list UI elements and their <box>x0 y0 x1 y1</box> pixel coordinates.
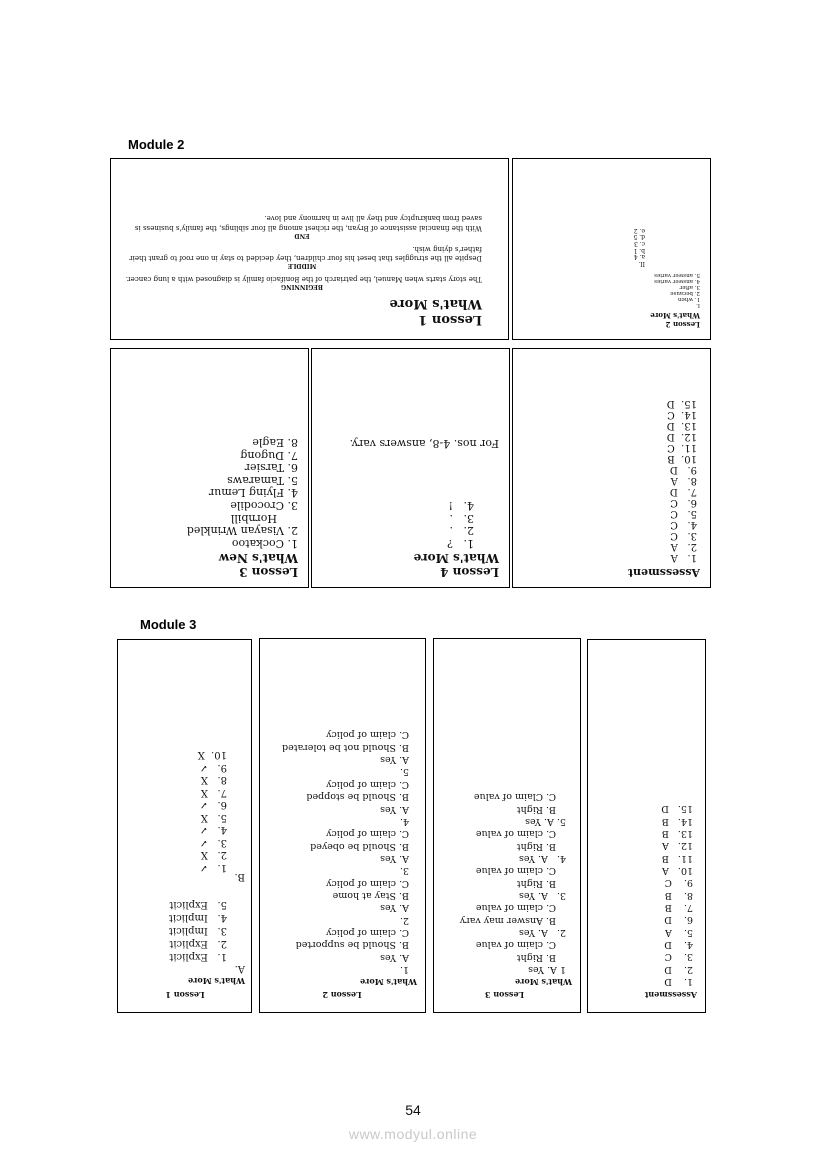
m2-l4-items <box>319 498 474 549</box>
list-item: 15. D <box>666 398 697 409</box>
list-item: B. Should not be tolerated <box>282 741 409 753</box>
list-item: 7. Dugong <box>240 448 298 462</box>
m2-l1-beginning-text: The story starts when Manuel, the patriarch of the Bonifacio family is diagnosed with a lung cancer. <box>125 274 482 283</box>
list-item: 2. <box>399 914 409 926</box>
list-item: 4. ✓ <box>199 824 227 836</box>
list-item: A. Yes <box>380 951 409 963</box>
list-item: 3. C <box>670 530 697 541</box>
list-item: A. Yes <box>380 754 409 766</box>
m3-l3-subtitle: What's More <box>515 977 572 987</box>
m3-lesson2-box <box>259 638 426 1013</box>
list-item: 5. Explicit <box>169 899 227 910</box>
list-item: 5. C <box>670 508 697 519</box>
list-item: 1. A <box>670 552 697 563</box>
m2-lesson3-box <box>110 348 309 588</box>
list-item: 6. C <box>670 497 697 508</box>
list-item: II. <box>638 259 645 267</box>
m2-l2-part1 <box>530 272 700 308</box>
list-item: 6. D <box>664 914 693 926</box>
m3-l3-items <box>437 790 566 975</box>
list-item: 5. X <box>200 812 227 823</box>
list-item: 10. A <box>661 864 693 876</box>
list-item: 13. B <box>661 827 693 839</box>
list-item: B. Should be stopped <box>306 791 409 803</box>
list-item: C. claim of policy <box>326 828 409 840</box>
list-item: 10. X <box>197 749 227 761</box>
list-item: Hornbill <box>230 511 298 525</box>
list-item: B. Right <box>516 803 556 815</box>
list-item: 3. <box>399 865 409 877</box>
list-item: 4. answer varies <box>654 277 700 284</box>
list-item: 1. ✓ <box>199 862 227 873</box>
m2-lesson2-box <box>512 158 711 340</box>
list-item: 7. B <box>664 901 693 913</box>
list-item: A. Yes <box>380 852 409 864</box>
m3-l1-subtitle: What's More <box>188 976 245 986</box>
list-item: 5. Tamaraws <box>227 473 298 487</box>
list-item: 7. X <box>200 787 227 798</box>
m2-l3-subtitle: What's New <box>218 551 298 565</box>
m2-l2-part2 <box>530 226 645 266</box>
m2-l2-subtitle: What's More <box>650 311 700 320</box>
list-item: 11. C <box>667 442 697 453</box>
list-item: 7. D <box>669 486 697 497</box>
list-item: B. Right <box>516 840 556 852</box>
list-item: C. claim of policy <box>326 729 409 741</box>
m2-l1-title: Lesson 1 <box>418 312 482 327</box>
m3-l1-partA-label: A. <box>234 963 245 974</box>
list-item: c. 3 <box>634 239 645 247</box>
list-item: 2. A <box>670 541 697 552</box>
list-item: 4. C <box>670 519 697 530</box>
list-item: 2. D <box>664 963 693 975</box>
list-item: B. Stay at home <box>332 889 409 901</box>
list-item: d. 5 <box>633 233 645 241</box>
list-item: 2. . <box>449 524 474 538</box>
m2-assessment-title: Assessment <box>627 566 700 579</box>
list-item: A. Yes <box>380 902 409 914</box>
list-item: 4. D <box>664 938 693 950</box>
list-item: 4. <box>399 815 409 827</box>
list-item: 3. . <box>449 511 474 525</box>
m2-l1-end: END <box>294 231 310 239</box>
m3-lesson1-box <box>117 639 252 1013</box>
list-item: C. claim of value <box>475 865 556 877</box>
list-item: 4. ! <box>448 499 474 513</box>
list-item: A. Yes <box>380 803 409 815</box>
list-item: 2. because <box>670 289 700 296</box>
m2-l3-title: Lesson 3 <box>239 565 298 579</box>
module2-heading: Module 2 <box>128 137 185 152</box>
list-item: b. 1 <box>633 246 645 254</box>
m3-l1-partB <box>125 748 227 873</box>
m3-l3-title: Lesson 3 <box>484 990 525 1000</box>
m2-l2-title: Lesson 2 <box>665 320 700 329</box>
list-item: B. Right <box>516 877 556 889</box>
list-item: 4. Flying Lemur <box>208 486 298 500</box>
list-item: 5. A. Yes <box>525 815 566 827</box>
m2-l1-middle: MIDDLE <box>287 261 317 269</box>
m2-l1-subtitle: What's More <box>389 296 482 312</box>
list-item: 4. A. Yes <box>519 852 566 864</box>
list-item: 2. X <box>200 849 227 861</box>
list-item: 8. Eagle <box>252 435 298 449</box>
list-item: C. claim of value <box>475 902 556 914</box>
list-item: 14. B <box>661 815 693 827</box>
m3-l2-items <box>267 728 409 975</box>
m2-l4-subtitle: What's More <box>413 551 499 565</box>
m3-assessment-items <box>592 802 693 987</box>
list-item: 3. ✓ <box>199 837 227 848</box>
list-item: 15. D <box>661 803 693 815</box>
list-item: 1. ? <box>447 537 474 550</box>
module3-heading: Module 3 <box>140 617 197 632</box>
list-item: B. Answer may vary <box>459 914 556 926</box>
list-item: 8. B <box>664 889 693 901</box>
list-item: 3. C <box>664 951 693 963</box>
list-item: 13. D <box>666 420 697 431</box>
m3-l2-subtitle: What's More <box>360 977 417 987</box>
list-item: I. <box>696 302 700 308</box>
list-item: 5. answer varies <box>654 271 700 278</box>
list-item: 2. Explicit <box>169 938 227 949</box>
list-item: C. claim of value <box>475 828 556 840</box>
list-item: 14. C <box>667 409 697 420</box>
list-item: 4. Implicit <box>168 912 227 923</box>
m2-assessment-box <box>512 348 711 588</box>
list-item: 3. after <box>679 283 700 290</box>
list-item: 1. Cockatoo <box>231 537 298 550</box>
list-item: 11. B <box>661 852 693 864</box>
list-item: C. claim of value <box>475 939 556 951</box>
list-item: 1. <box>399 964 409 975</box>
list-item: 5. <box>399 766 409 778</box>
m2-l1-beginning: BEGINNING <box>281 282 323 290</box>
watermark-url[interactable]: www.modyul.online <box>348 1126 478 1142</box>
m2-assessment-items <box>520 398 697 563</box>
list-item: 10. B <box>667 453 697 464</box>
list-item: 2. Visayan Wrinkled <box>186 524 298 538</box>
list-item: 1. Explicit <box>169 951 227 962</box>
m2-l1-end-text: With the financial assistance of Bryan, the richest among all four siblings, the family's business is saved from bankruptcy and they all live in harmony and love. <box>134 214 482 232</box>
m2-lesson1-box <box>110 158 509 340</box>
m2-l1-middle-text: Despite all the struggles that beset his four children, they decided to stay in one roof to grant their father's dying wish. <box>129 244 482 262</box>
m3-l2-title: Lesson 2 <box>322 990 362 1000</box>
list-item: 12. A <box>661 840 693 852</box>
m2-l4-title: Lesson 4 <box>440 565 499 579</box>
list-item: B. Should be supported <box>295 939 409 951</box>
list-item: 1. D <box>664 976 693 987</box>
list-item: 9. C <box>664 877 693 889</box>
m3-l1-title: Lesson 1 <box>165 990 205 1000</box>
list-item: 6. Tarsier <box>244 461 298 475</box>
m3-assessment-box <box>587 639 706 1013</box>
m2-l4-note: For nos. 4-8, answers vary. <box>349 437 499 451</box>
list-item: 3. Implicit <box>168 925 227 936</box>
m2-lesson4-box <box>311 348 510 588</box>
list-item: 8. A <box>670 475 697 486</box>
list-item: 1. when <box>677 295 700 302</box>
list-item: 12. D <box>666 431 697 442</box>
list-item: e. 2 <box>633 226 645 234</box>
m3-l1-partA <box>125 898 227 963</box>
list-item: 8. X <box>200 774 227 786</box>
list-item: 2. A. Yes <box>519 926 566 938</box>
list-item: C. claim of policy <box>326 778 409 790</box>
list-item: C. claim of policy <box>326 926 409 938</box>
list-item: C. Claim of value <box>473 791 556 803</box>
list-item: 3. A. Yes <box>519 889 566 901</box>
list-item: B. Right <box>516 951 556 963</box>
page-number: 54 <box>405 1102 421 1118</box>
list-item: C. claim of policy <box>326 877 409 889</box>
list-item: 5. A <box>664 926 693 938</box>
list-item: B. Should be obeyed <box>310 840 409 852</box>
list-item: 6. ✓ <box>199 799 227 811</box>
list-item: 3. Crocodile <box>230 499 298 513</box>
list-item: 9. ✓ <box>199 762 227 773</box>
m3-assessment-title: Assessment <box>644 990 697 1000</box>
m3-l1-partB-label: B. <box>234 871 245 882</box>
list-item: 9. D <box>669 464 697 475</box>
list-item: a. 4 <box>633 253 645 261</box>
m3-lesson3-box <box>433 638 581 1013</box>
list-item: 1 A. Yes <box>528 964 566 975</box>
